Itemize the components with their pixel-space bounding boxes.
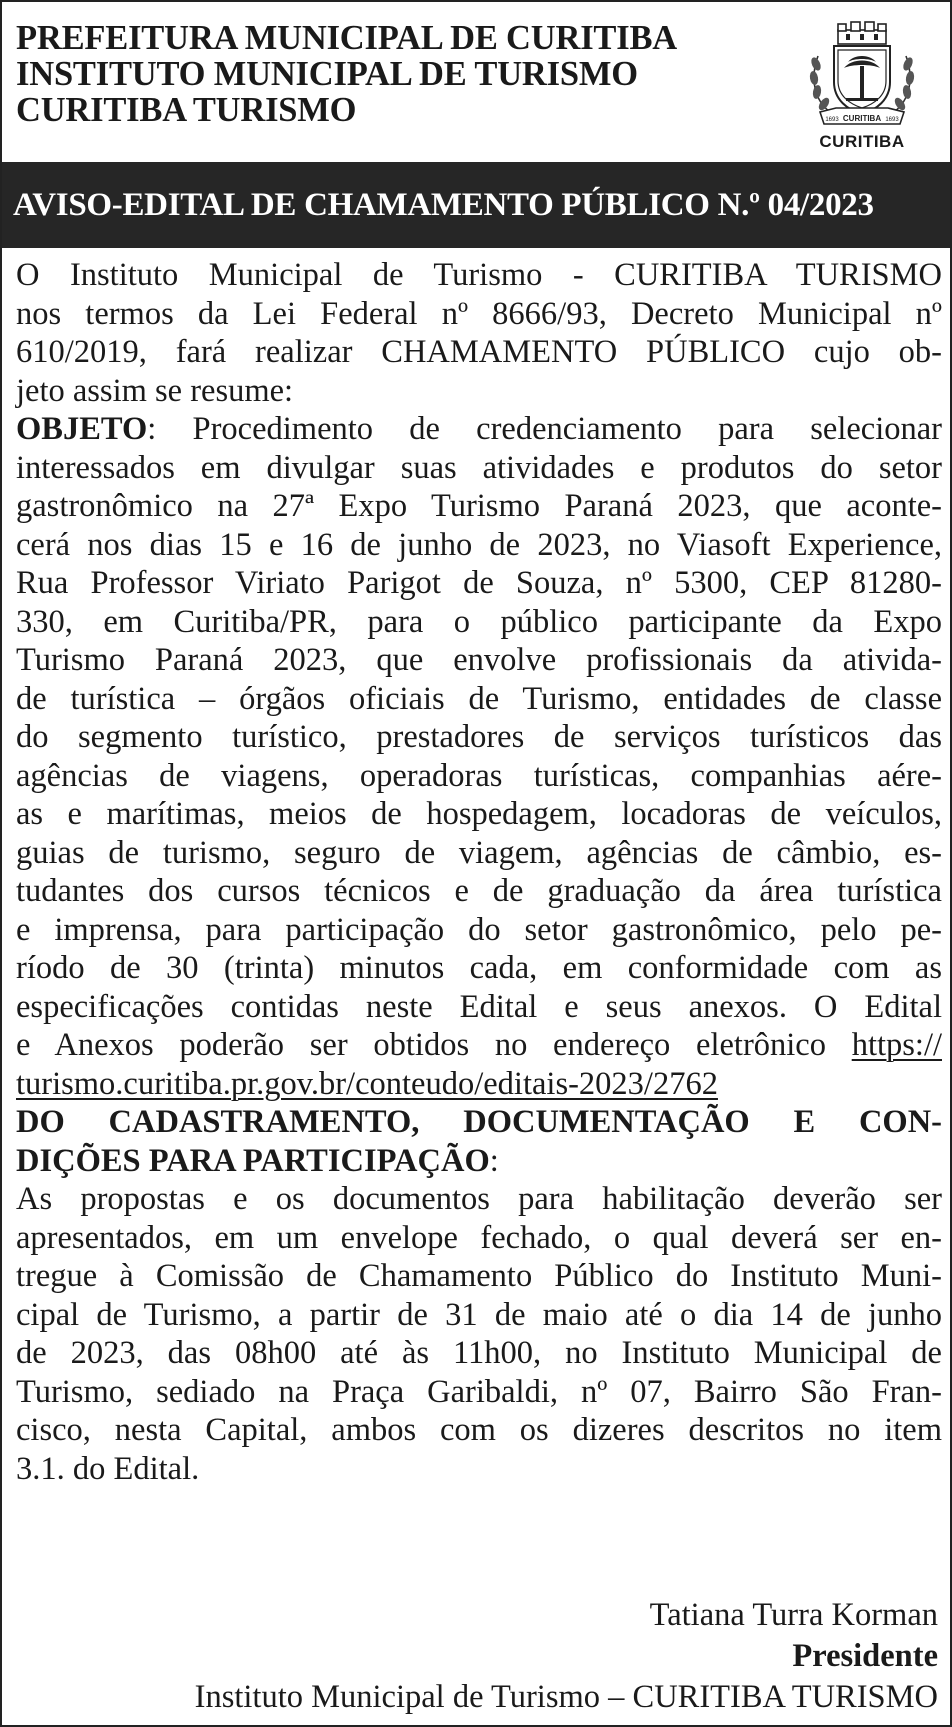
logo-year-right: 1693 bbox=[885, 117, 899, 123]
objeto-line: especificações contidas neste Edital e seus anexos. O Edital bbox=[16, 988, 942, 1025]
objeto-line: agências de viagens, operadoras turísticas, companhias aére- bbox=[16, 757, 942, 794]
objeto-line: ríodo de 30 (trinta) minutos cada, em conformidade com as bbox=[16, 950, 942, 986]
cadastro-last-line: 3.1. do Edital. bbox=[16, 1450, 200, 1487]
header bbox=[2, 2, 950, 160]
objeto-first-line bbox=[16, 410, 942, 449]
cadastro-line: tregue à Comissão de Chamamento Público do Instituto Muni- bbox=[16, 1258, 942, 1294]
notice-body bbox=[16, 256, 942, 1488]
objeto-link-line bbox=[16, 1026, 942, 1065]
objeto-line: e imprensa, para participação do setor gastronômico, pelo pe- bbox=[16, 911, 942, 948]
objeto-line: gastronômico na 27ª Expo Turismo Paraná 2023, que aconte- bbox=[16, 488, 942, 524]
objeto-line: as e marítimas, meios de hospedagem, locadoras de veículos, bbox=[16, 796, 942, 832]
edital-link-part1[interactable]: https:// bbox=[851, 1027, 942, 1063]
objeto-line: Rua Professor Viriato Parigot de Souza, nº 5300, CEP 81280- bbox=[16, 565, 942, 601]
objeto-line: guias de turismo, seguro de viagem, agências de câmbio, es- bbox=[16, 834, 942, 871]
cadastro-line: Turismo, sediado na Praça Garibaldi, nº 07, Bairro São Fran- bbox=[16, 1373, 942, 1410]
cadastro-line: apresentados, em um envelope fechado, o qual deverá ser en- bbox=[16, 1219, 942, 1256]
objeto-line: do segmento turístico, prestadores de serviços turísticos das bbox=[16, 719, 942, 755]
signature-block bbox=[195, 1595, 938, 1718]
header-line-curitiba-turismo: CURITIBA TURISMO bbox=[16, 91, 357, 129]
header-line-instituto: INSTITUTO MUNICIPAL DE TURISMO bbox=[16, 55, 638, 93]
curitiba-logo bbox=[802, 20, 922, 155]
intro-line: 610/2019, fará realizar CHAMAMENTO PÚBLICO cujo ob- bbox=[16, 334, 942, 370]
header-lines bbox=[16, 20, 677, 128]
cadastro-heading-line1: DO CADASTRAMENTO, DOCUMENTAÇÃO E CON- bbox=[16, 1104, 942, 1140]
header-line-prefeitura: PREFEITURA MUNICIPAL DE CURITIBA bbox=[16, 19, 677, 57]
intro-line: O Instituto Municipal de Turismo - CURITIBA TURISMO bbox=[16, 257, 942, 293]
signature-name: Tatiana Turra Korman bbox=[649, 1597, 938, 1633]
logo-banner-text: CURITIBA bbox=[842, 114, 882, 123]
cadastro-heading-line2-wrap bbox=[16, 1142, 942, 1181]
edital-link-part2[interactable]: turismo.curitiba.pr.gov.br/conteudo/editais-2023/2762 bbox=[16, 1065, 718, 1102]
intro-line: nos termos da Lei Federal nº 8666/93, Decreto Municipal nº bbox=[16, 295, 942, 332]
notice-title: AVISO-EDITAL DE CHAMAMENTO PÚBLICO N.º 04/2023 bbox=[2, 162, 950, 248]
objeto-line: 330, em Curitiba/PR, para o público participante da Expo bbox=[16, 603, 942, 640]
intro-line: jeto assim se resume: bbox=[16, 372, 294, 409]
objeto-line: interessados em divulgar suas atividades e produtos do setor bbox=[16, 449, 942, 486]
cadastro-line: As propostas e os documentos para habilitação deverão ser bbox=[16, 1181, 942, 1217]
edital-link-line bbox=[16, 1065, 942, 1104]
cadastro-line: cisco, nesta Capital, ambos com os dizeres descritos no item bbox=[16, 1412, 942, 1448]
objeto-line: Turismo Paraná 2023, que envolve profissionais da ativida- bbox=[16, 642, 942, 678]
objeto-first-line-text: : Procedimento de credenciamento para selecionar bbox=[147, 411, 942, 447]
objeto-line: cerá nos dias 15 e 16 de junho de 2023, no Viasoft Experience, bbox=[16, 526, 942, 563]
cadastro-heading-line2: DIÇÕES PARA PARTICIPAÇÃO bbox=[16, 1142, 490, 1179]
cadastro-line: de 2023, das 08h00 até às 11h00, no Instituto Municipal de bbox=[16, 1335, 942, 1371]
logo-wordmark: CURITIBA bbox=[819, 132, 905, 151]
signature-org: Instituto Municipal de Turismo – CURITIBA TURISMO bbox=[194, 1679, 938, 1715]
cadastro-heading-colon: : bbox=[489, 1142, 499, 1179]
curitiba-coat-of-arms-icon bbox=[802, 20, 922, 128]
objeto-label: OBJETO bbox=[16, 411, 148, 447]
signature-role: Presidente bbox=[792, 1638, 938, 1674]
logo-year-left: 1693 bbox=[825, 117, 839, 123]
objeto-line: de turística – órgãos oficiais de Turismo, entidades de classe bbox=[16, 680, 942, 717]
objeto-line: tudantes dos cursos técnicos e de graduação da área turística bbox=[16, 873, 942, 909]
cadastro-line: cipal de Turismo, a partir de 31 de maio até o dia 14 de junho bbox=[16, 1296, 942, 1333]
objeto-link-line-text: e Anexos poderão ser obtidos no endereço eletrônico bbox=[16, 1027, 852, 1063]
